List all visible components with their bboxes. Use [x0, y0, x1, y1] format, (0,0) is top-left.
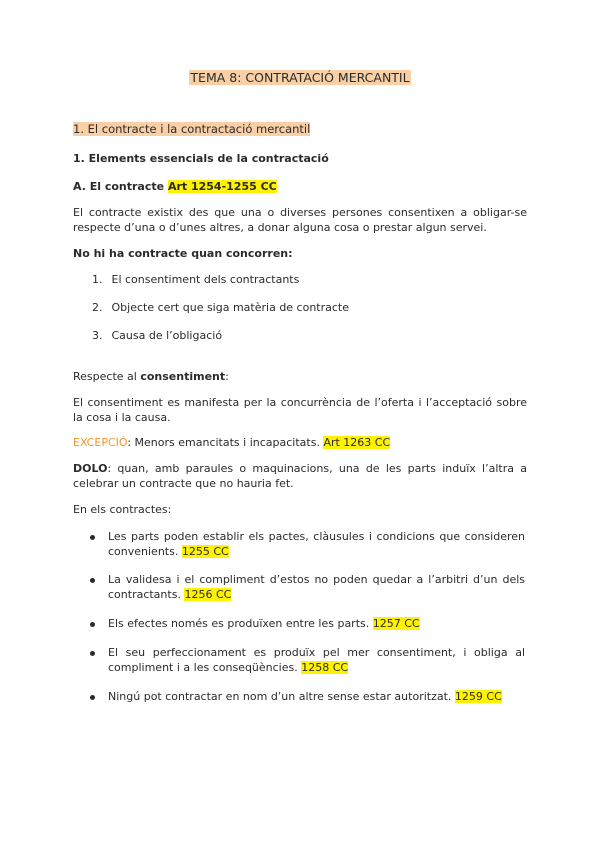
article-ref: Art 1263 CC — [323, 436, 391, 449]
bullet-item: La validesa i el compliment d’estos no poden quedar a l’arbitri d’un dels contractants. 1256 CC — [90, 573, 525, 602]
page-title-text: TEMA 8: CONTRATACIÓ MERCANTIL — [190, 70, 410, 85]
consent-intro: Respecte al consentiment: — [73, 370, 229, 383]
contract-heading-label: A. El contracte — [73, 180, 165, 193]
exception-line: EXCEPCIÓ: Menors emancitats i incapacitats. Art 1263 CC — [73, 436, 391, 449]
exception-label: EXCEPCIÓ — [73, 436, 128, 449]
bullet-item: Les parts poden establir els pactes, clàusules i condicions que consideren convenients. 1255 CC — [90, 530, 525, 559]
article-ref: 1256 CC — [184, 587, 232, 601]
bullet-item: Els efectes només es produïxen entre les parts. 1257 CC — [90, 617, 525, 632]
dolo-paragraph: DOLO: quan, amb paraules o maquinacions, una de les parts induïx l’altra a celebrar un contracte que no hauria fet. — [73, 462, 527, 490]
article-ref: Art 1254-1255 CC — [167, 180, 277, 193]
bullet-dot — [90, 622, 95, 627]
article-ref: 1258 CC — [301, 660, 349, 674]
bullet-item: Ningú pot contractar en nom d’un altre sense estar autoritzat. 1259 CC — [90, 690, 525, 705]
article-ref: 1257 CC — [372, 617, 420, 630]
contract-definition: El contracte existix des que una o diverses persones consentixen a obligar-se respecte d’una o d’unes altres, a donar alguna cosa o prestar algun servei. — [73, 206, 527, 234]
dolo-label: DOLO — [73, 462, 108, 475]
section-heading-text: 1. El contracte i la contractació mercantil — [73, 122, 311, 136]
bullet-dot — [90, 578, 95, 583]
bullet-dot — [90, 695, 95, 700]
subsection-heading: 1. Elements essencials de la contractació — [73, 152, 329, 165]
consent-text: El consentiment es manifesta per la concurrència de l’oferta i l’acceptació sobre la cosa i la causa. — [73, 396, 527, 424]
numbered-item: 1. El consentiment dels contractants — [92, 273, 300, 286]
article-ref: 1259 CC — [454, 690, 502, 703]
no-contract-heading: No hi ha contracte quan concorren: — [73, 247, 293, 260]
numbered-item: 3. Causa de l’obligació — [92, 329, 223, 342]
contracts-intro: En els contractes: — [73, 503, 172, 516]
bullet-item: El seu perfeccionament es produïx pel mer consentiment, i obliga al compliment i a les conseqüències. 1258 CC — [90, 646, 525, 675]
section-heading — [73, 122, 310, 137]
bullet-dot — [90, 535, 95, 540]
article-ref: 1255 CC — [181, 544, 229, 558]
page-title — [0, 70, 600, 86]
bullet-dot — [90, 651, 95, 656]
numbered-item: 2. Objecte cert que siga matèria de contracte — [92, 301, 350, 314]
contract-heading — [73, 179, 277, 194]
